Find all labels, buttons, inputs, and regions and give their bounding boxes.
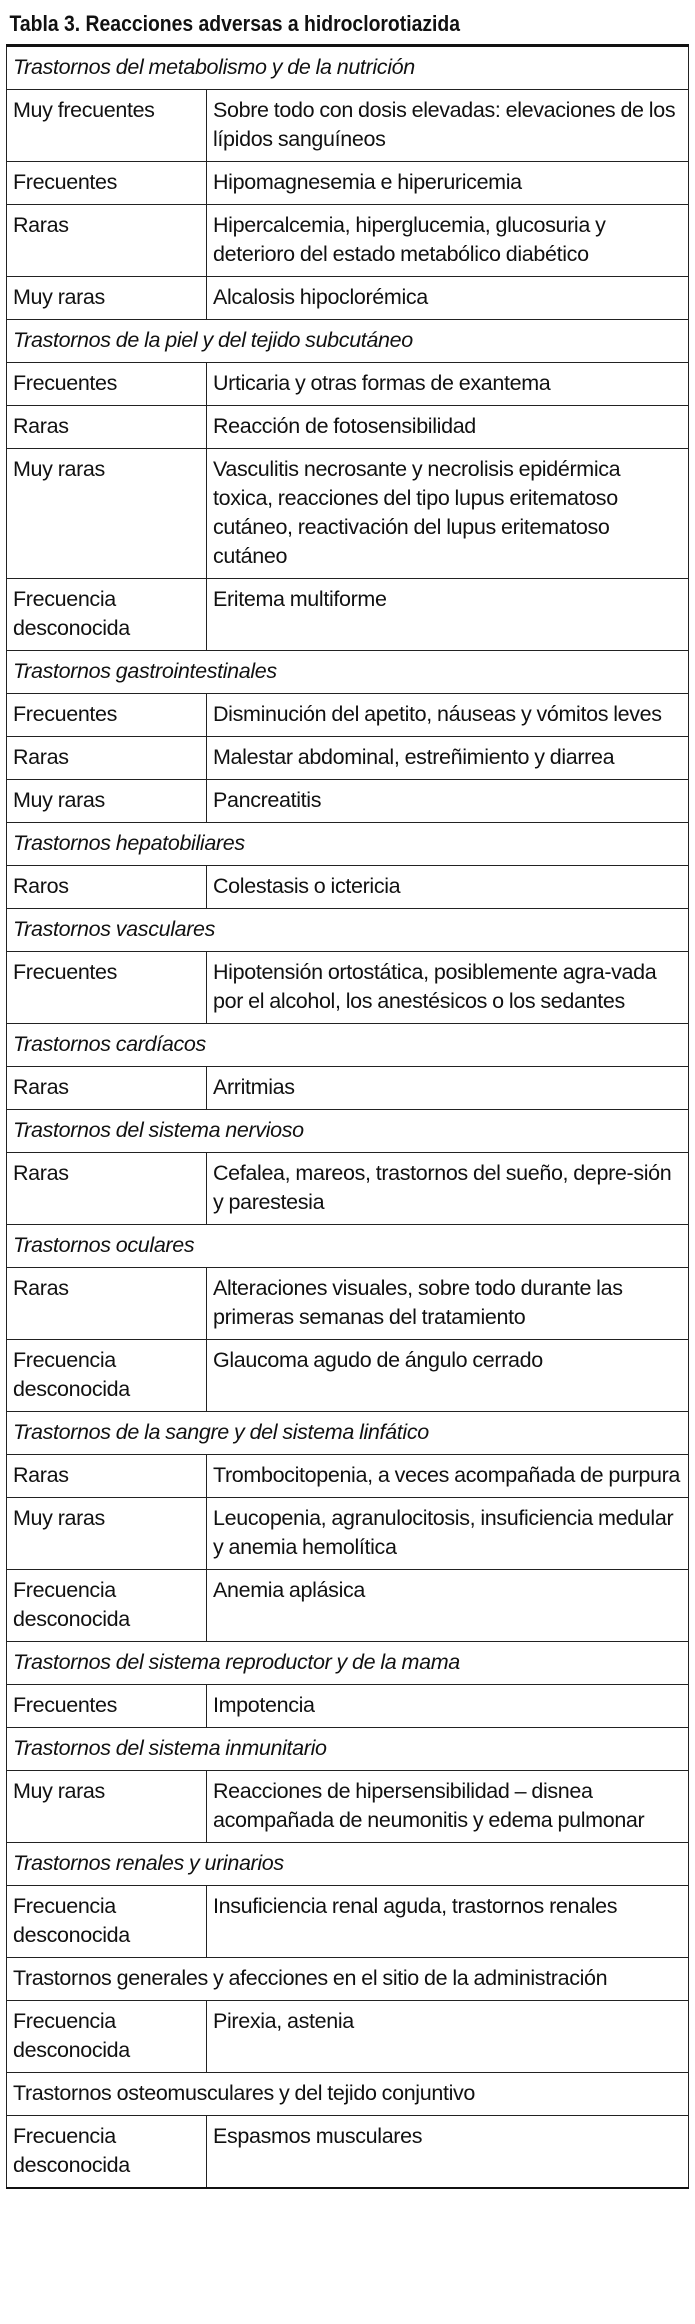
table-row [7,2001,689,2073]
table-row [7,1570,689,1642]
frequency-cell: Frecuencia desconocida [7,1340,207,1412]
reaction-cell: Sobre todo con dosis elevadas: elevaciones de los lípidos sanguíneos [207,90,689,162]
table-row [7,1340,689,1412]
table-row [7,1067,689,1110]
section-heading: Trastornos de la sangre y del sistema linfático [7,1412,689,1455]
section-header-row [7,1225,689,1268]
reaction-cell: Hipercalcemia, hiperglucemia, glucosuria y deterioro del estado metabólico diabético [207,205,689,277]
frequency-cell: Frecuentes [7,1685,207,1728]
section-header-row [7,320,689,363]
section-header-row [7,1728,689,1771]
section-header-row [7,1642,689,1685]
reaction-cell: Colestasis o ictericia [207,866,689,909]
reaction-cell: Reacciones de hipersensibilidad – disnea acompañada de neumonitis y edema pulmonar [207,1771,689,1843]
section-header-row [7,651,689,694]
frequency-cell: Frecuencia desconocida [7,1570,207,1642]
table-row [7,1153,689,1225]
section-heading: Trastornos de la piel y del tejido subcutáneo [7,320,689,363]
table-row [7,694,689,737]
reaction-cell: Trombocitopenia, a veces acompañada de purpura [207,1455,689,1498]
frequency-cell: Raras [7,406,207,449]
table-row [7,737,689,780]
section-heading: Trastornos oculares [7,1225,689,1268]
section-heading: Trastornos hepatobiliares [7,823,689,866]
reaction-cell: Pirexia, astenia [207,2001,689,2073]
reaction-cell: Alteraciones visuales, sobre todo durante las primeras semanas del tratamiento [207,1268,689,1340]
table-row [7,90,689,162]
frequency-cell: Muy raras [7,449,207,579]
reaction-cell: Pancreatitis [207,780,689,823]
frequency-cell: Raras [7,1455,207,1498]
table-row [7,363,689,406]
section-header-row [7,1412,689,1455]
table-row [7,579,689,651]
document [6,0,688,2189]
section-header-row [7,46,689,90]
section-heading: Trastornos del sistema inmunitario [7,1728,689,1771]
section-heading: Trastornos osteomusculares y del tejido conjuntivo [7,2073,689,2116]
section-heading: Trastornos del sistema nervioso [7,1110,689,1153]
table-row [7,162,689,205]
frequency-cell: Frecuencia desconocida [7,2001,207,2073]
frequency-cell: Raras [7,737,207,780]
section-heading: Trastornos gastrointestinales [7,651,689,694]
frequency-cell: Frecuencia desconocida [7,579,207,651]
section-heading: Trastornos renales y urinarios [7,1843,689,1886]
frequency-cell: Raras [7,1067,207,1110]
reaction-cell: Anemia aplásica [207,1570,689,1642]
table-row [7,1886,689,1958]
section-header-row [7,1024,689,1067]
section-heading: Trastornos del metabolismo y de la nutrición [7,46,689,90]
section-header-row [7,2073,689,2116]
reaction-cell: Urticaria y otras formas de exantema [207,363,689,406]
reaction-cell: Malestar abdominal, estreñimiento y diarrea [207,737,689,780]
reaction-cell: Hipomagnesemia e hiperuricemia [207,162,689,205]
table-row [7,1455,689,1498]
table-row [7,449,689,579]
section-heading: Trastornos generales y afecciones en el sitio de la administración [7,1958,689,2001]
table-body [7,46,689,2189]
reaction-cell: Impotencia [207,1685,689,1728]
frequency-cell: Frecuentes [7,952,207,1024]
reaction-cell: Arritmias [207,1067,689,1110]
section-header-row [7,1110,689,1153]
table-row [7,205,689,277]
reaction-cell: Disminución del apetito, náuseas y vómitos leves [207,694,689,737]
section-header-row [7,1843,689,1886]
frequency-cell: Frecuentes [7,694,207,737]
section-header-row [7,909,689,952]
frequency-cell: Frecuencia desconocida [7,2116,207,2189]
reaction-cell: Reacción de fotosensibilidad [207,406,689,449]
frequency-cell: Raras [7,1153,207,1225]
table-row [7,406,689,449]
table-row [7,952,689,1024]
frequency-cell: Frecuentes [7,363,207,406]
table-row [7,1685,689,1728]
section-heading: Trastornos del sistema reproductor y de la mama [7,1642,689,1685]
frequency-cell: Raras [7,205,207,277]
frequency-cell: Raras [7,1268,207,1340]
frequency-cell: Muy raras [7,1498,207,1570]
reaction-cell: Glaucoma agudo de ángulo cerrado [207,1340,689,1412]
reaction-cell: Espasmos musculares [207,2116,689,2189]
reaction-cell: Leucopenia, agranulocitosis, insuficiencia medular y anemia hemolítica [207,1498,689,1570]
section-heading: Trastornos cardíacos [7,1024,689,1067]
table-row [7,780,689,823]
frequency-cell: Frecuencia desconocida [7,1886,207,1958]
reaction-cell: Cefalea, mareos, trastornos del sueño, depre-sión y parestesia [207,1153,689,1225]
table-row [7,1771,689,1843]
reaction-cell: Vasculitis necrosante y necrolisis epidérmica toxica, reacciones del tipo lupus eritematoso cutáneo, reactivación del lupus eritematoso cutáneo [207,449,689,579]
table-row [7,866,689,909]
table-title: Tabla 3. Reacciones adversas a hidroclorotiazida [9,11,461,36]
table-row [7,2116,689,2189]
section-header-row [7,1958,689,2001]
adverse-reactions-table [6,44,689,2189]
table-row [7,277,689,320]
reaction-cell: Insuficiencia renal aguda, trastornos renales [207,1886,689,1958]
section-heading: Trastornos vasculares [7,909,689,952]
frequency-cell: Raros [7,866,207,909]
frequency-cell: Muy raras [7,780,207,823]
frequency-cell: Frecuentes [7,162,207,205]
reaction-cell: Hipotensión ortostática, posiblemente agra-vada por el alcohol, los anestésicos o los sedantes [207,952,689,1024]
table-row [7,1268,689,1340]
frequency-cell: Muy raras [7,277,207,320]
table-row [7,1498,689,1570]
reaction-cell: Alcalosis hipoclorémica [207,277,689,320]
frequency-cell: Muy frecuentes [7,90,207,162]
section-header-row [7,823,689,866]
frequency-cell: Muy raras [7,1771,207,1843]
reaction-cell: Eritema multiforme [207,579,689,651]
